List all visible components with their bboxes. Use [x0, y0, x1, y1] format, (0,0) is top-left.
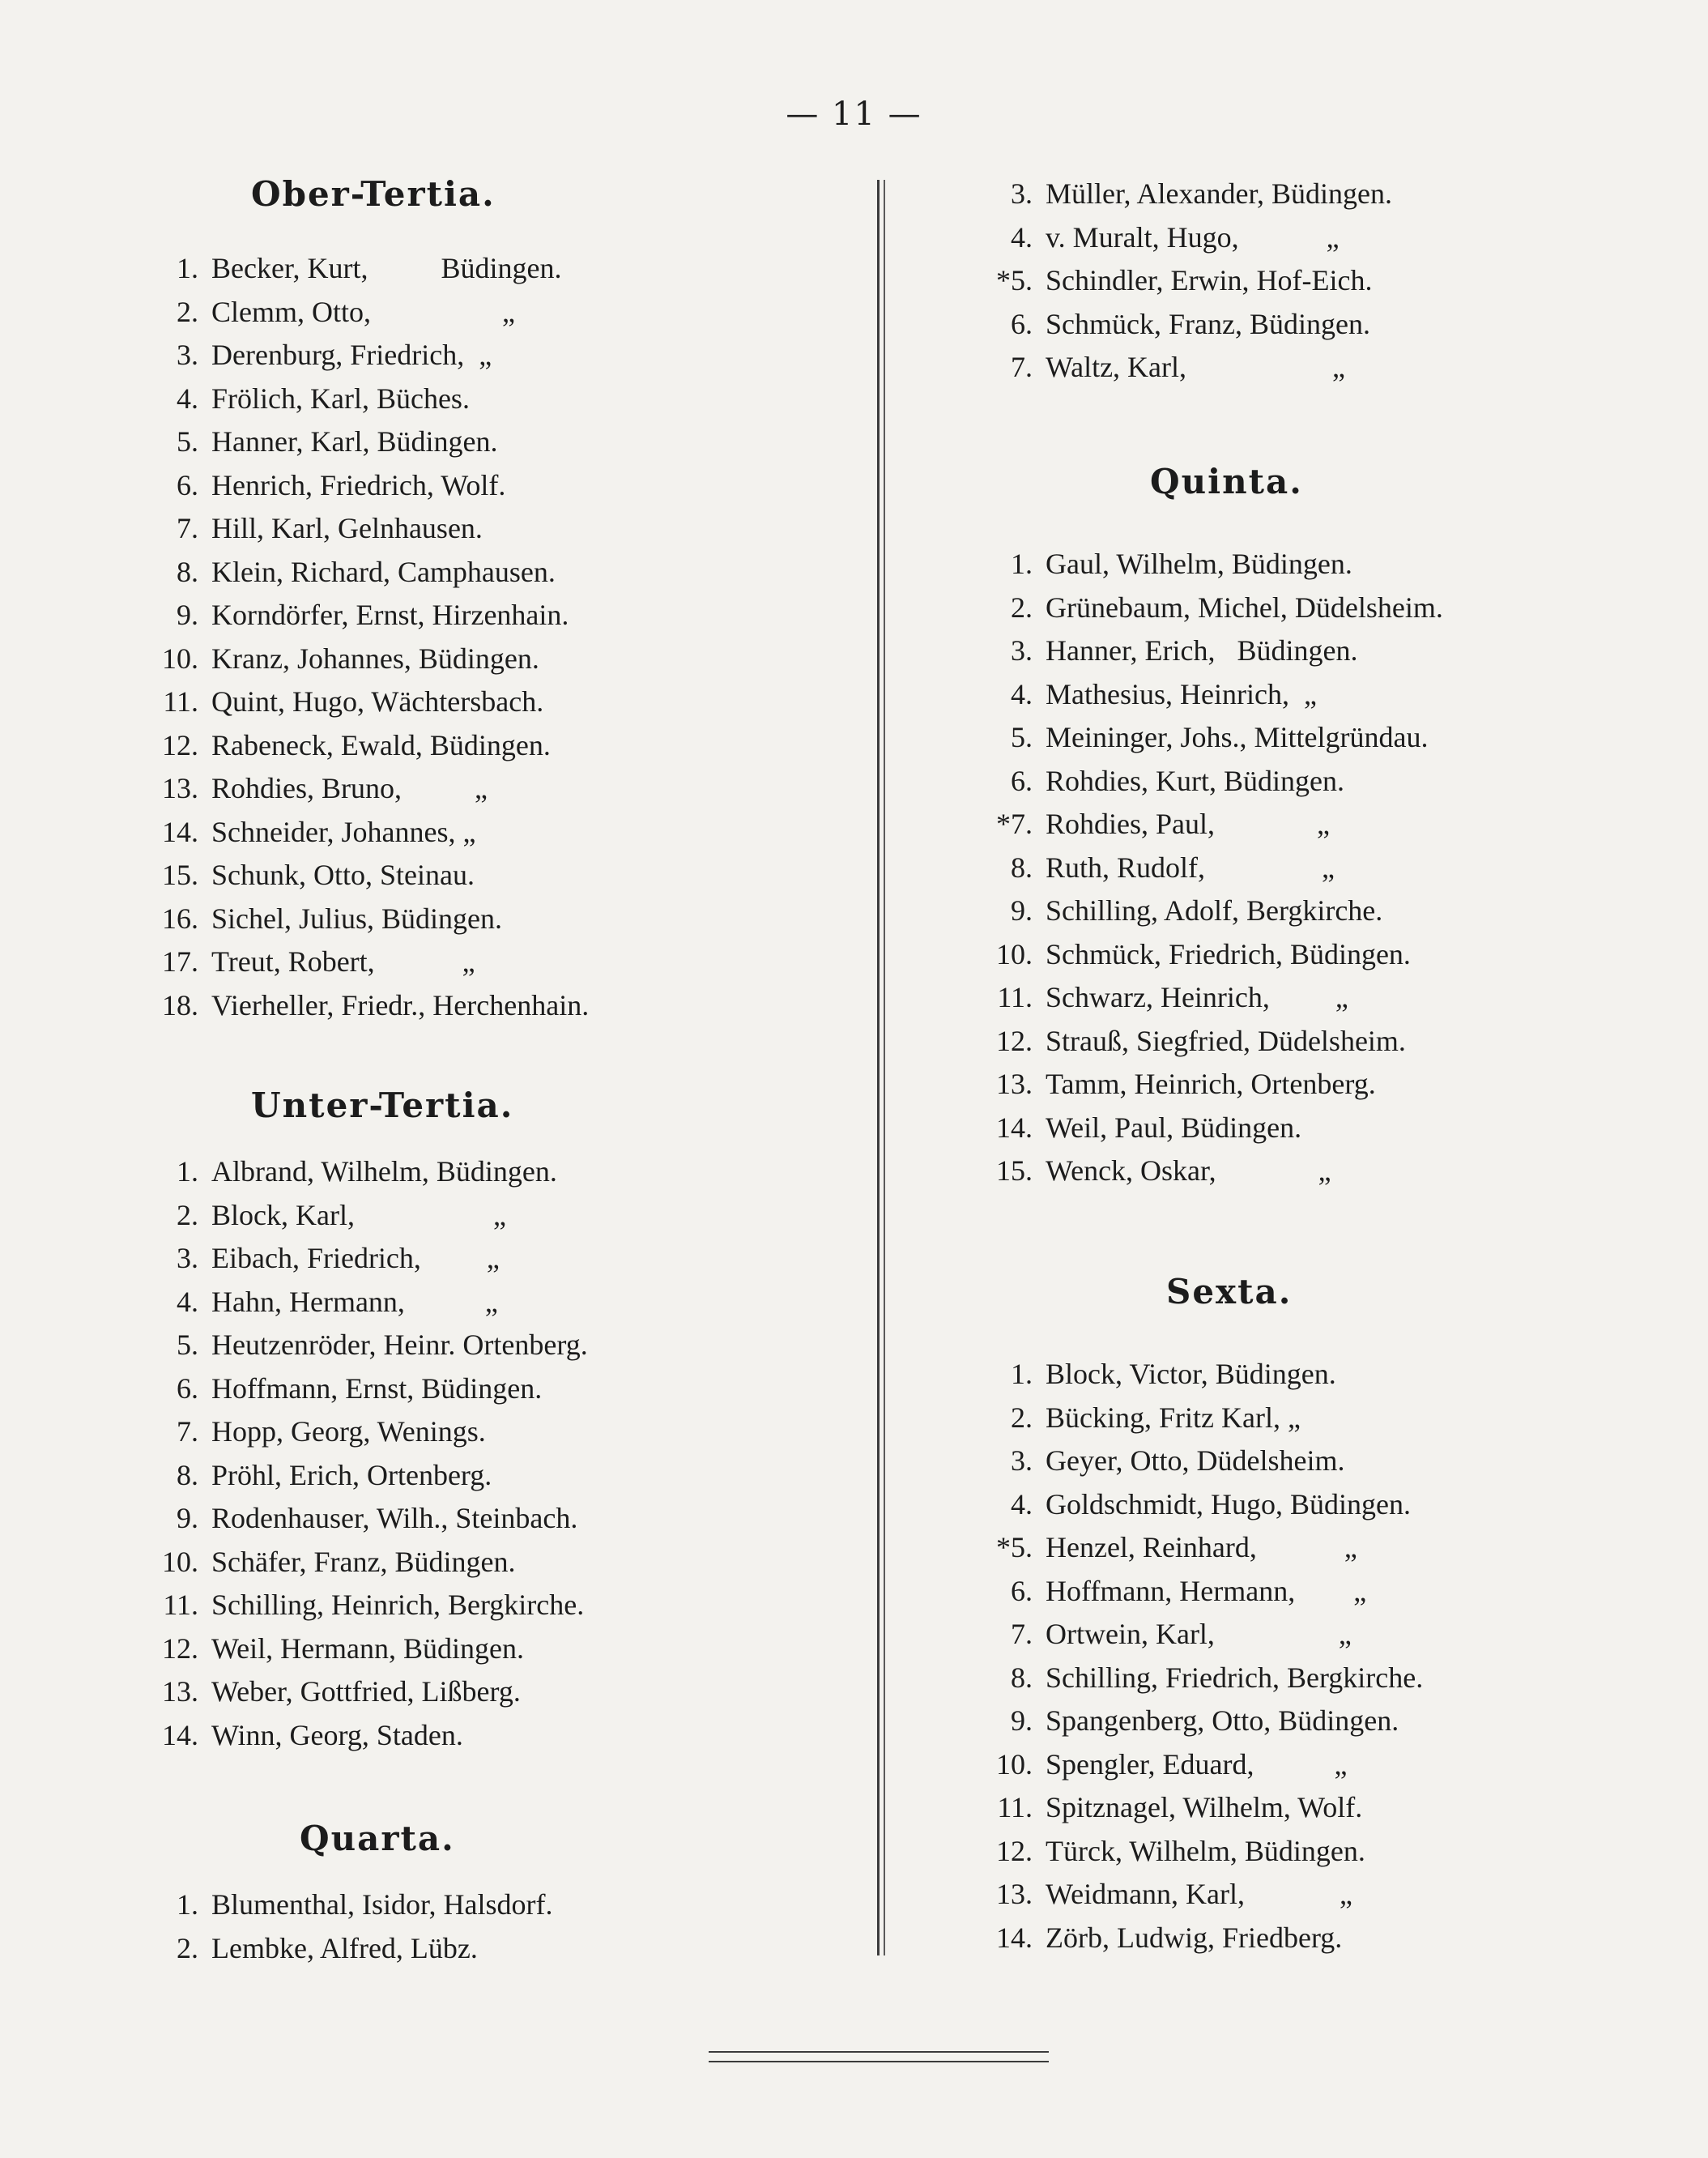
section-title: Quarta. — [300, 1819, 455, 1858]
item-text: Frölich, Karl, Büches. — [211, 382, 470, 415]
list-item — [121, 251, 561, 285]
item-text: Schmück, Friedrich, Büdingen. — [1046, 937, 1411, 970]
item-text: Rabeneck, Ewald, Büdingen. — [211, 728, 551, 761]
list-item — [121, 424, 497, 458]
list-item — [121, 945, 475, 979]
list-item — [121, 685, 543, 719]
list-item — [956, 1024, 1406, 1058]
page-number: — 11 — — [786, 96, 922, 133]
item-text: Mathesius, Heinrich, „ — [1046, 677, 1317, 710]
list-item — [121, 1198, 506, 1232]
item-number: 3. — [177, 339, 198, 371]
item-number: 5. — [1011, 721, 1033, 753]
list-item — [121, 598, 569, 632]
list-item — [956, 1877, 1352, 1911]
item-text: Grünebaum, Michel, Düdelsheim. — [1046, 591, 1443, 624]
item-number: 6. — [1011, 764, 1033, 797]
item-number: 10. — [162, 1545, 198, 1578]
list-item — [956, 720, 1429, 754]
list-item — [121, 1931, 478, 1965]
item-text: Ortwein, Karl, „ — [1046, 1618, 1352, 1650]
item-text: Goldschmidt, Hugo, Büdingen. — [1046, 1487, 1411, 1520]
list-item — [121, 858, 475, 892]
item-text: Spangenberg, Otto, Büdingen. — [1046, 1704, 1399, 1737]
list-item — [956, 1444, 1344, 1478]
list-item — [121, 468, 505, 502]
list-item — [956, 591, 1443, 625]
item-number: 11. — [163, 1589, 198, 1621]
item-text: Zörb, Ludwig, Friedberg. — [1046, 1921, 1343, 1954]
item-number: 10. — [996, 937, 1033, 970]
item-text: Rohdies, Bruno, „ — [211, 772, 488, 804]
item-number: 1. — [177, 1888, 198, 1921]
item-number: 4. — [1011, 677, 1033, 710]
list-item — [121, 1458, 492, 1492]
item-text: Clemm, Otto, „ — [211, 295, 515, 328]
list-item — [121, 1328, 588, 1362]
item-number: 11. — [997, 1791, 1033, 1823]
item-number: 12. — [162, 1631, 198, 1665]
item-number: 6. — [177, 468, 198, 501]
list-item — [121, 295, 515, 329]
item-text: Schilling, Friedrich, Bergkirche. — [1046, 1661, 1424, 1694]
item-number: 8. — [1011, 1661, 1033, 1694]
list-item — [956, 307, 1370, 341]
list-item — [956, 677, 1317, 711]
item-text: Schilling, Adolf, Bergkirche. — [1046, 894, 1383, 927]
item-text: Hahn, Hermann, „ — [211, 1285, 498, 1318]
item-number: 14. — [162, 815, 198, 848]
item-text: Henzel, Reinhard, „ — [1046, 1531, 1357, 1563]
item-text: v. Muralt, Hugo, „ — [1046, 220, 1340, 254]
item-text: Block, Karl, „ — [211, 1198, 506, 1231]
item-number: 17. — [162, 945, 198, 978]
item-text: Schindler, Erwin, Hof-Eich. — [1046, 264, 1373, 296]
item-text: Müller, Alexander, Büdingen. — [1046, 177, 1393, 210]
list-item — [121, 1371, 542, 1405]
list-item — [956, 937, 1411, 971]
item-number: 10. — [996, 1747, 1033, 1781]
item-text: Block, Victor, Büdingen. — [1046, 1358, 1336, 1390]
item-text: Meininger, Johs., Mittelgründau. — [1046, 721, 1429, 753]
list-item — [121, 1887, 553, 1921]
item-text: Schunk, Otto, Steinau. — [211, 859, 475, 891]
list-item — [956, 980, 1348, 1014]
list-item — [956, 1111, 1301, 1145]
item-number: 12. — [996, 1024, 1033, 1057]
item-number: 6. — [1011, 1574, 1033, 1607]
item-text: Spengler, Eduard, „ — [1046, 1747, 1348, 1781]
item-number: 4. — [1011, 220, 1033, 254]
list-item — [956, 807, 1330, 841]
list-item — [121, 1285, 498, 1319]
item-number: *5. — [996, 264, 1033, 296]
item-number: 15. — [996, 1154, 1033, 1187]
item-number: 5. — [177, 425, 198, 458]
list-item — [121, 728, 551, 762]
item-number: 2. — [177, 295, 198, 328]
item-text: Bücking, Fritz Karl, „ — [1046, 1401, 1301, 1434]
item-text: Klein, Richard, Camphausen. — [211, 555, 556, 588]
item-text: Strauß, Siegfried, Düdelsheim. — [1046, 1024, 1406, 1057]
item-text: Lembke, Alfred, Lübz. — [211, 1931, 478, 1964]
item-number: 4. — [177, 382, 198, 415]
list-item — [956, 1617, 1352, 1651]
item-text: Blumenthal, Isidor, Halsdorf. — [211, 1888, 553, 1921]
item-text: Hoffmann, Ernst, Büdingen. — [211, 1371, 543, 1405]
list-item — [121, 555, 556, 589]
item-number: 7. — [1011, 351, 1033, 383]
item-text: Pröhl, Erich, Ortenberg. — [211, 1458, 492, 1491]
item-text: Sichel, Julius, Büdingen. — [211, 902, 502, 935]
list-item — [121, 1241, 500, 1275]
item-text: Weil, Paul, Büdingen. — [1046, 1111, 1302, 1144]
list-item — [956, 1704, 1399, 1738]
list-item — [956, 1487, 1411, 1521]
list-item — [121, 1414, 486, 1448]
item-number: 18. — [162, 988, 198, 1021]
item-text: Rodenhauser, Wilh., Steinbach. — [211, 1502, 578, 1534]
item-number: 2. — [1011, 1401, 1033, 1434]
item-text: Schilling, Heinrich, Bergkirche. — [211, 1589, 585, 1621]
item-number: 3. — [1011, 634, 1033, 667]
list-item — [956, 1834, 1365, 1868]
item-text: Tamm, Heinrich, Ortenberg. — [1046, 1068, 1376, 1100]
list-item — [956, 177, 1392, 211]
list-item — [956, 851, 1335, 885]
item-number: 4. — [177, 1285, 198, 1318]
item-text: Winn, Georg, Staden. — [211, 1718, 463, 1751]
item-number: 4. — [1011, 1487, 1033, 1520]
list-item — [956, 633, 1357, 667]
section-title: Ober-Tertia. — [251, 174, 496, 214]
list-item — [956, 764, 1344, 798]
item-number: 13. — [996, 1068, 1033, 1100]
item-text: Derenburg, Friedrich, „ — [211, 339, 492, 371]
item-number: 6. — [1011, 307, 1033, 340]
item-number: 8. — [1011, 851, 1033, 884]
list-item — [121, 988, 589, 1022]
list-item — [121, 642, 539, 676]
list-item — [956, 1790, 1362, 1824]
item-text: Henrich, Friedrich, Wolf. — [211, 468, 506, 501]
list-item — [956, 1530, 1357, 1564]
item-number: 14. — [162, 1718, 198, 1751]
item-text: Quint, Hugo, Wächtersbach. — [211, 685, 544, 718]
item-number: 6. — [177, 1371, 198, 1405]
list-item — [956, 350, 1345, 384]
item-number: 16. — [162, 902, 198, 935]
list-item — [956, 1661, 1423, 1695]
list-item — [956, 220, 1340, 254]
item-text: Geyer, Otto, Düdelsheim. — [1046, 1444, 1345, 1477]
item-number: 3. — [177, 1242, 198, 1274]
item-text: Hanner, Erich, Büdingen. — [1046, 634, 1358, 667]
list-item — [121, 338, 492, 372]
list-item — [956, 1067, 1376, 1101]
list-item — [956, 1401, 1301, 1435]
item-text: Schäfer, Franz, Büdingen. — [211, 1545, 516, 1578]
bottom-rule — [709, 2051, 1049, 2062]
item-text: Heutzenröder, Heinr. Ortenberg. — [211, 1328, 588, 1361]
item-number: 11. — [997, 981, 1033, 1013]
list-item — [956, 1921, 1342, 1955]
list-item — [956, 893, 1382, 928]
item-number: 9. — [1011, 1704, 1033, 1737]
item-number: 7. — [177, 1415, 198, 1448]
item-text: Eibach, Friedrich, „ — [211, 1242, 500, 1274]
item-text: Albrand, Wilhelm, Büdingen. — [211, 1155, 557, 1188]
item-text: Gaul, Wilhelm, Büdingen. — [1046, 548, 1352, 580]
item-text: Rohdies, Paul, „ — [1046, 808, 1330, 840]
item-number: 7. — [1011, 1618, 1033, 1650]
item-text: Ruth, Rudolf, „ — [1046, 851, 1335, 884]
item-number: 3. — [1011, 1444, 1033, 1477]
item-number: 2. — [177, 1198, 198, 1231]
list-item — [121, 382, 470, 416]
column-divider — [877, 180, 885, 1955]
item-text: Hanner, Karl, Büdingen. — [211, 425, 498, 458]
item-text: Treut, Robert, „ — [211, 945, 475, 978]
item-number: 13. — [162, 1675, 198, 1708]
list-item — [956, 1747, 1347, 1781]
item-text: Weber, Gottfried, Lißberg. — [211, 1675, 521, 1708]
list-item — [121, 815, 475, 849]
item-number: 9. — [1011, 894, 1033, 927]
item-text: Spitznagel, Wilhelm, Wolf. — [1046, 1791, 1363, 1823]
list-item — [956, 1154, 1331, 1188]
list-item — [121, 1588, 584, 1622]
item-number: 8. — [177, 555, 198, 588]
item-text: Vierheller, Friedr., Herchenhain. — [211, 988, 590, 1021]
item-number: 2. — [1011, 591, 1033, 624]
item-text: Weidmann, Karl, „ — [1046, 1878, 1353, 1910]
item-text: Hoffmann, Hermann, „ — [1046, 1574, 1367, 1607]
item-number: 5. — [177, 1328, 198, 1361]
item-text: Schmück, Franz, Büdingen. — [1046, 307, 1370, 340]
item-number: 14. — [996, 1921, 1033, 1954]
list-item — [121, 902, 502, 936]
item-text: Becker, Kurt, Büdingen. — [211, 252, 562, 284]
item-text: Kranz, Johannes, Büdingen. — [211, 642, 539, 675]
list-item — [121, 1501, 577, 1535]
item-number: 2. — [177, 1931, 198, 1964]
item-number: 10. — [162, 642, 198, 675]
item-number: 7. — [177, 512, 198, 544]
list-item — [121, 771, 488, 805]
list-item — [121, 511, 483, 545]
list-item — [956, 1574, 1366, 1608]
list-item — [956, 1357, 1336, 1391]
list-item — [121, 1545, 515, 1579]
list-item — [121, 1718, 463, 1752]
item-number: 1. — [1011, 1358, 1033, 1390]
item-text: Korndörfer, Ernst, Hirzenhain. — [211, 599, 569, 631]
list-item — [956, 547, 1352, 581]
item-text: Schwarz, Heinrich, „ — [1046, 981, 1348, 1013]
item-text: Rohdies, Kurt, Büdingen. — [1046, 764, 1344, 797]
item-number: 3. — [1011, 177, 1033, 210]
item-number: 9. — [177, 1502, 198, 1534]
list-item — [121, 1631, 524, 1665]
item-text: Weil, Hermann, Büdingen. — [211, 1631, 525, 1665]
item-number: 13. — [996, 1878, 1033, 1910]
item-text: Hopp, Georg, Wenings. — [211, 1415, 486, 1448]
list-item — [121, 1674, 521, 1708]
section-title: Quinta. — [1150, 462, 1303, 501]
item-number: *5. — [996, 1531, 1033, 1563]
section-title: Unter-Tertia. — [251, 1085, 514, 1125]
item-text: Waltz, Karl, „ — [1046, 351, 1346, 383]
section-title: Sexta. — [1166, 1272, 1293, 1311]
item-number: 1. — [177, 1155, 198, 1188]
item-number: 15. — [162, 859, 198, 891]
item-number: 12. — [162, 728, 198, 761]
item-number: 8. — [177, 1458, 198, 1491]
item-number: *7. — [996, 808, 1033, 840]
item-text: Schneider, Johannes, „ — [211, 815, 476, 848]
item-number: 14. — [996, 1111, 1033, 1144]
item-number: 1. — [177, 252, 198, 284]
item-text: Hill, Karl, Gelnhausen. — [211, 512, 483, 544]
list-item — [956, 263, 1372, 297]
item-number: 9. — [177, 599, 198, 631]
item-text: Wenck, Oskar, „ — [1046, 1154, 1331, 1187]
item-number: 1. — [1011, 548, 1033, 580]
item-number: 11. — [163, 685, 198, 718]
item-text: Türck, Wilhelm, Büdingen. — [1046, 1834, 1365, 1867]
item-number: 12. — [996, 1834, 1033, 1867]
list-item — [121, 1154, 557, 1188]
item-number: 13. — [162, 772, 198, 804]
